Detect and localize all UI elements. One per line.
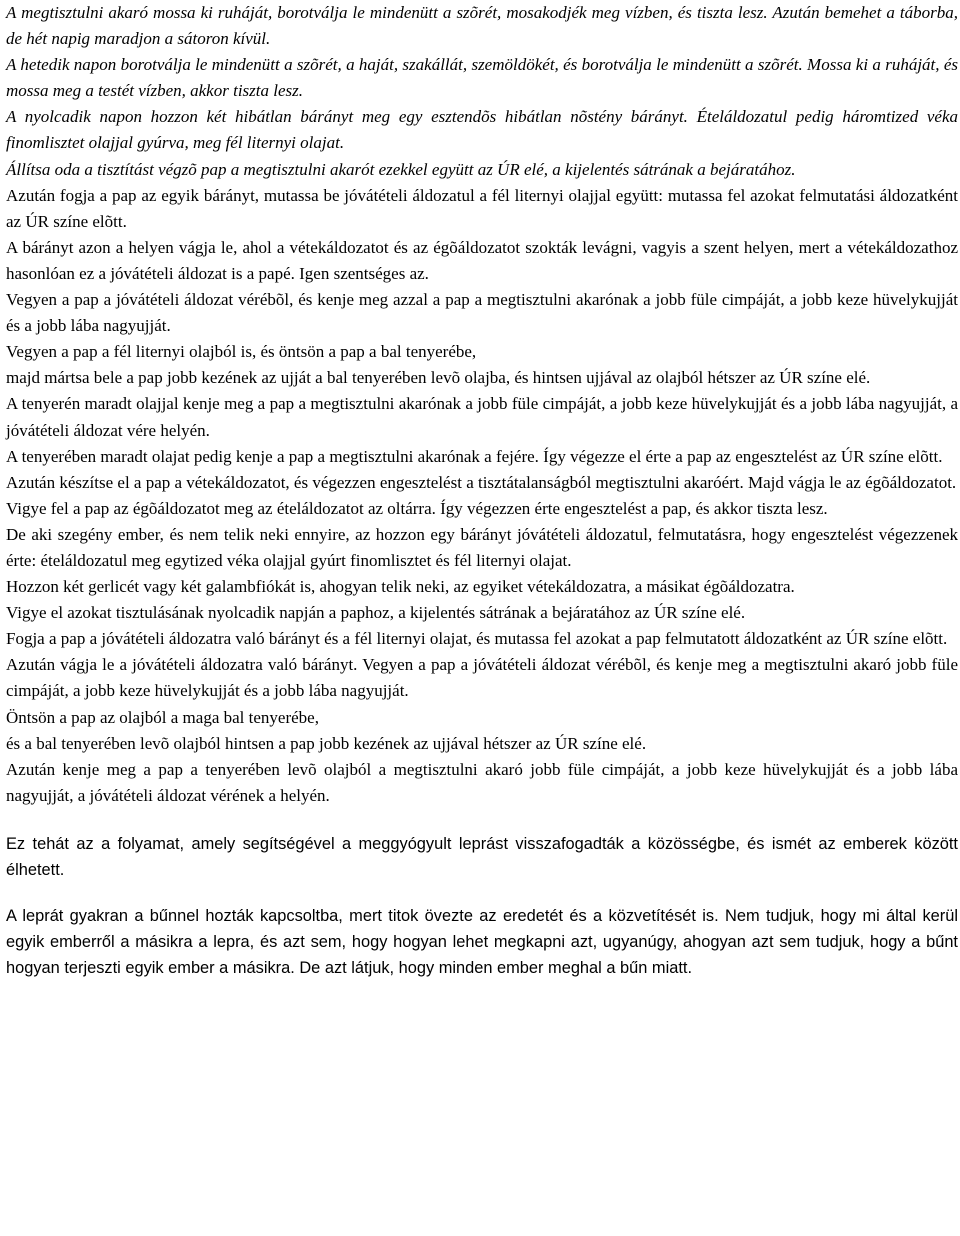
scripture-passage [6, 0, 958, 809]
commentary-paragraph: Ez tehát az a folyamat, amely segítségével a meggyógyult leprást visszafogadták a közösségbe, és ismét az emberek között élhetett. [6, 834, 958, 879]
verse: A nyolcadik napon hozzon két hibátlan bárányt meg egy esztendõs hibátlan nõstény bárányt. Ételáldozatul pedig háromtized véka finomlisztet olajjal gyúrva, meg fél liternyi olajat. [6, 107, 958, 153]
document-page [6, 0, 958, 981]
verse: A hetedik napon borotválja le mindenütt a szõrét, a haját, szakállát, szemöldökét, és borotválja le mindenütt a szõrét. Mossa ki a ruháját, és mossa meg a testét vízben, akkor tiszta lesz. [6, 55, 958, 101]
verse: A tenyerén maradt olajjal kenje meg a pap a megtisztulni akarónak a jobb füle cimpáját, a jobb keze hüvelykujját és a jobb lába nagyujját, a jóvátételi áldozat vére helyén. [6, 394, 958, 440]
verse: majd mártsa bele a pap jobb kezének az ujját a bal tenyerében levõ olajba, és hintsen ujjával az olajból hétszer az ÚR színe elé. [6, 368, 871, 388]
verse: A tenyerében maradt olajat pedig kenje a pap a megtisztulni akarónak a fejére. Így végezze el érte a pap az engesztelést az ÚR színe elõtt. [6, 446, 943, 466]
verse: A bárányt azon a helyen vágja le, ahol a vétekáldozatot és az égõáldozatot szokták levágni, vagyis a szent helyen, mert a vétekáldozathoz hasonlóan ez a jóvátételi áldozat is a papé. Igen szentséges az. [6, 237, 958, 283]
verse: Fogja a pap a jóvátételi áldozatra való bárányt és a fél liternyi olajat, és mutassa fel azokat a pap felmutatott áldozatként az ÚR színe elõtt. [6, 629, 948, 649]
verse: De aki szegény ember, és nem telik neki ennyire, az hozzon egy bárányt jóvátételi áldozatul, felmutatásra, hogy engesztelést végezzenek érte: ételáldozatul meg egytized véka olajjal gyúrt finomlisztet és fél liternyi olajat. [6, 524, 958, 570]
verse: A megtisztulni akaró mossa ki ruháját, borotválja le mindenütt a szõrét, mosakodjék meg vízben, és tiszta lesz. Azután bemehet a táborba, de hét napig maradjon a sátoron kívül. [6, 3, 958, 49]
verse: Állítsa oda a tisztítást végzõ pap a megtisztulni akarót ezekkel együtt az ÚR elé, a kijelentés sátrának a bejáratához. [6, 159, 796, 179]
verse: Vegyen a pap a jóvátételi áldozat vérébõl, és kenje meg azzal a pap a megtisztulni akarónak a jobb füle cimpáját, a jobb keze hüvelykujját és a jobb lába nagyujját. [6, 290, 958, 336]
commentary-paragraph: A leprát gyakran a bűnnel hozták kapcsoltba, mert titok övezte az eredetét és a közvetítését is. Nem tudjuk, hogy mi által kerül egyik emberről a másikra a lepra, és azt sem, hogy hogyan lehet megkapni azt, ugyanúgy, ahogyan azt sem tudjuk, hogy a bűnt hogyan terjeszti egyik ember a másikra. De azt látjuk, hogy minden ember meghal a bűn miatt. [6, 907, 958, 978]
verse: Azután vágja le a jóvátételi áldozatra való bárányt. Vegyen a pap a jóvátételi áldozat vérébõl, és kenje meg a megtisztulni akaró jobb füle cimpáját, a jobb keze hüvelykujját és a jobb lába nagyujját. [6, 655, 958, 701]
verse: Öntsön a pap az olajból a maga bal tenyerébe, [6, 707, 319, 727]
verse: Vigye fel a pap az égõáldozatot meg az ételáldozatot az oltárra. Így végezzen érte engesztelést a pap, és akkor tiszta lesz. [6, 498, 828, 518]
verse: és a bal tenyerében levõ olajból hintsen a pap jobb kezének az ujjával hétszer az ÚR színe elé. [6, 733, 647, 753]
verse: Azután készítse el a pap a vétekáldozatot, és végezzen engesztelést a tisztátalanságból megtisztulni akaróért. Majd vágja le az égõáldozatot. [6, 472, 957, 492]
verse: Hozzon két gerlicét vagy két galambfiókát is, ahogyan telik neki, az egyiket vétekáldozatra, a másikat égõáldozatra. [6, 577, 795, 597]
verse: Vigye el azokat tisztulásának nyolcadik napján a paphoz, a kijelentés sátrának a bejáratához az ÚR színe elé. [6, 603, 746, 623]
verse: Azután kenje meg a pap a tenyerében levõ olajból a megtisztulni akaró jobb füle cimpáját, a jobb keze hüvelykujját és a jobb lába nagyujját, a jóvátételi áldozat vérének a helyén. [6, 759, 958, 805]
verse: Azután fogja a pap az egyik bárányt, mutassa be jóvátételi áldozatul a fél liternyi olajjal együtt: mutassa fel azokat felmutatási áldozatként az ÚR színe elõtt. [6, 185, 958, 231]
verse: Vegyen a pap a fél liternyi olajból is, és öntsön a pap a bal tenyerébe, [6, 342, 477, 362]
